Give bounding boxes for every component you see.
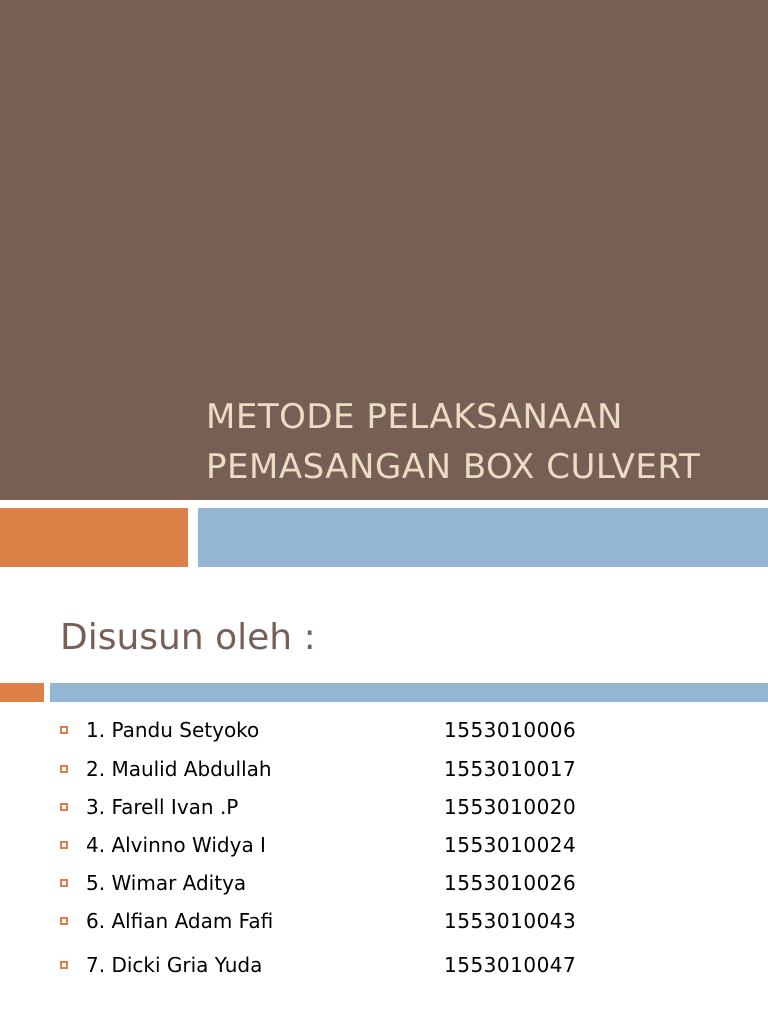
member-name: 1. Pandu Setyoko xyxy=(86,718,260,742)
list-item xyxy=(0,908,768,938)
list-item xyxy=(0,832,768,862)
square-bullet-icon xyxy=(60,961,68,969)
list-item xyxy=(0,756,768,786)
accent-bar-blue-top xyxy=(198,508,768,567)
slide-title xyxy=(206,392,766,492)
member-nim: 1553010020 xyxy=(444,795,577,819)
square-bullet-icon xyxy=(60,879,68,887)
member-nim: 1553010026 xyxy=(444,871,577,895)
member-nim: 1553010047 xyxy=(444,953,577,977)
accent-bar-orange-top xyxy=(0,508,188,567)
member-nim: 1553010006 xyxy=(444,718,577,742)
member-name: 3. Farell Ivan .P xyxy=(86,795,239,819)
accent-bar-blue-mid xyxy=(50,683,768,702)
member-nim: 1553010017 xyxy=(444,757,577,781)
slide-title-line-2: PEMASANGAN BOX CULVERT xyxy=(206,447,701,487)
member-name: 4. Alvinno Widya I xyxy=(86,833,266,857)
accent-bar-orange-mid xyxy=(0,683,44,702)
square-bullet-icon xyxy=(60,917,68,925)
title-panel xyxy=(0,0,768,500)
member-nim: 1553010043 xyxy=(444,909,577,933)
member-name: 5. Wimar Aditya xyxy=(86,871,247,895)
member-name: 2. Maulid Abdullah xyxy=(86,757,272,781)
member-name: 7. Dicki Gria Yuda xyxy=(86,953,263,977)
square-bullet-icon xyxy=(60,726,68,734)
slide-title-line-1: METODE PELAKSANAAN xyxy=(206,397,623,437)
square-bullet-icon xyxy=(60,841,68,849)
list-item xyxy=(0,952,768,982)
list-item xyxy=(0,794,768,824)
list-item xyxy=(0,717,768,747)
member-name: 6. Alfian Adam Fafi xyxy=(86,909,274,933)
section-heading: Disusun oleh : xyxy=(60,617,316,658)
square-bullet-icon xyxy=(60,765,68,773)
square-bullet-icon xyxy=(60,803,68,811)
member-nim: 1553010024 xyxy=(444,833,577,857)
list-item xyxy=(0,870,768,900)
